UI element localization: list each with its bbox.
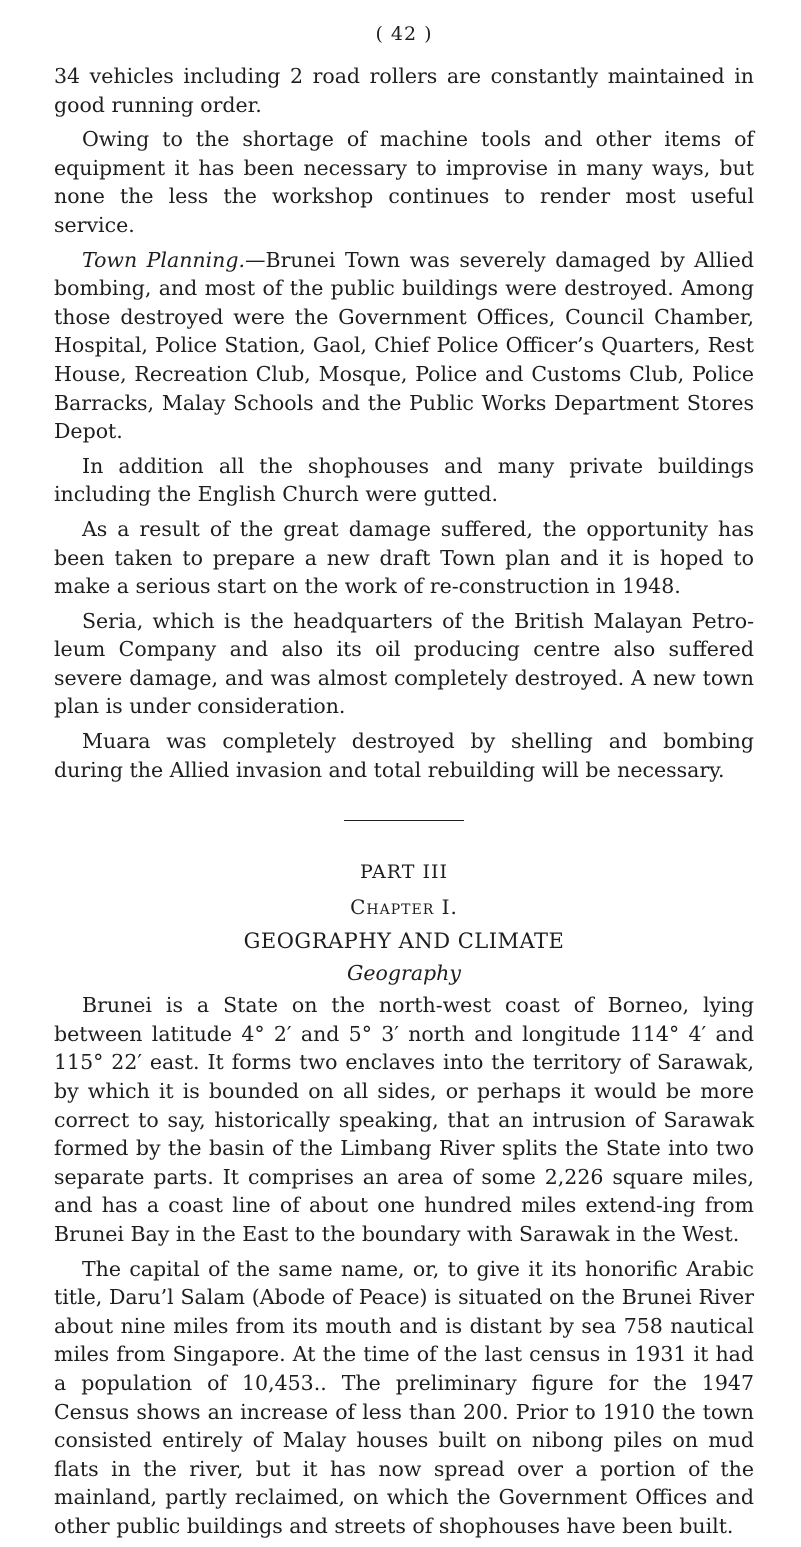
paragraph-text: The capital of the same name, or, to give it its honorific Arabic title, Daru’l Salam (Abode of Peace) is situated on the Brunei River about nine miles from its mouth and is distant by sea 758 nautical miles from Singapore. At the time of the last census in 1931 it had a population of 10,453.. The preliminary figure for the 1947 Census shows an increase of less than 200. Prior to 1910 the town consisted entirely of Malay houses built on nibong piles on mud flats in the river, but it has now spread over a portion of the mainland, partly reclaimed, on which the Government Offices and other public buildings and streets of shophouses have been built. [54,1256,754,1538]
part-title: PART III [360,861,448,884]
paragraph-text: Owing to the shortage of machine tools and other items of equipment it has been necessary to improvise in many ways, but none the less the workshop continues to render most useful service. [54,127,754,237]
paragraph-text: 34 vehicles including 2 road rollers are constantly maintained in good running order. [54,64,754,117]
paragraph-vehicles [54,62,754,119]
document-page [54,22,754,1547]
paragraph-shophouses [54,452,754,509]
paragraph-capital [54,1255,754,1541]
paragraph-town-plan [54,515,754,601]
paragraph-brunei-location [54,991,754,1248]
paragraph-muara [54,727,754,784]
paragraph-seria [54,607,754,721]
subsection-title: Geography [347,961,461,986]
paragraph-text: As a result of the great damage suffered, the opportunity has been taken to prepare a new draft Town plan and it is hoped to make a serious start on the work of re-construction in 1948. [54,516,754,599]
paragraph-town-planning [54,246,754,446]
page-number: ( 42 ) [375,23,433,45]
paragraph-text: Brunei is a State on the north-west coast of Borneo, lying between latitude 4° 2′ and 5° 3′ north and longitude 114° 4′ and 115° 22′ east. It forms two enclaves into the territory of Sarawak, by which it is bounded on all sides, or perhaps it would be more correct to say, historically speaking, that an intrusion of Sarawak formed by the basin of the Limbang River splits the State into two separate parts. It comprises an area of some 2,226 square miles, and has a coast line of about one hundred miles extend-ing from Brunei Bay in the East to the boundary with Sarawak in the West. [54,993,754,1246]
section-title: GEOGRAPHY AND CLIMATE [243,929,565,954]
paragraph-text: Muara was completely destroyed by shelling and bombing during the Allied invasion and total rebuilding will be necessary. [54,729,754,782]
paragraph-lead-heading: Town Planning. [82,247,246,272]
paragraph-text: —Brunei Town was severely damaged by Allied bombing, and most of the public buildings were destroyed. Among those destroyed were the Government Offices, Council Chamber, Hospital, Police Station, Gaol, Chief Police Officer’s Quarters, Rest House, Recreation Club, Mosque, Police and Customs Club, Police Barracks, Malay Schools and the Public Works Department Stores Depot. [54,247,754,444]
paragraph-workshop [54,125,754,239]
section-divider [344,820,464,821]
paragraph-text: In addition all the shophouses and many private buildings including the English Church were gutted. [54,453,754,507]
paragraph-text: Seria, which is the headquarters of the British Malayan Petro-leum Company and also its oil producing centre also suffered severe damage, and was almost completely destroyed. A new town plan is under consideration. [54,608,754,719]
chapter-title: Chapter I. [350,895,458,920]
